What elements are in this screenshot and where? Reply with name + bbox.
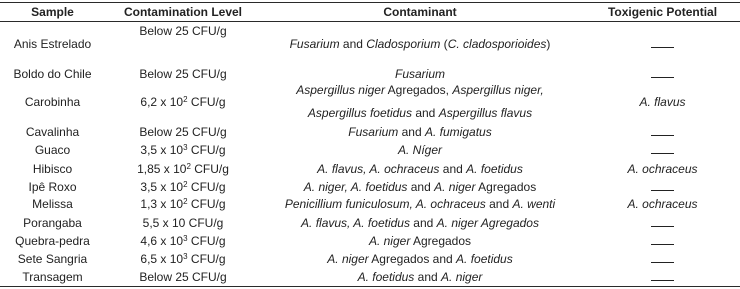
sample-name: Carobinha bbox=[24, 95, 81, 109]
sample-name: Hibisco bbox=[32, 162, 73, 176]
header-rule bbox=[0, 21, 740, 22]
toxigenic-potential bbox=[585, 216, 740, 230]
contaminant: Fusarium and Cladosporium (C. cladosporioides) bbox=[289, 37, 551, 51]
contaminant: A. foetidus and A. niger bbox=[357, 270, 483, 284]
none-marker bbox=[651, 181, 674, 191]
header-sample: Sample bbox=[31, 5, 74, 19]
contamination-level: 1,3 x $10^2$ CFU/g bbox=[140, 197, 226, 211]
header-contaminant: Contaminant bbox=[383, 5, 457, 19]
contamination-level: Below 25 CFU/g bbox=[139, 125, 227, 139]
contaminant: A. flavus, A. foetidus and A. niger Agregados bbox=[301, 216, 539, 230]
bottom-rule bbox=[0, 286, 740, 287]
header-toxigenic-potential: Toxigenic Potential bbox=[607, 5, 718, 19]
contamination-level: 6,5 x $10^3$ CFU/g bbox=[140, 252, 226, 266]
toxigenic-potential bbox=[585, 180, 740, 194]
toxigenic-potential bbox=[585, 37, 740, 51]
contaminant: A. niger, A. foetidus and A. niger Agregados bbox=[303, 180, 537, 194]
contamination-level: 6,2 x $10^2$ CFU/g bbox=[140, 95, 226, 109]
header-contamination-level: Contamination Level bbox=[123, 5, 242, 19]
sample-name: Quebra-pedra bbox=[15, 234, 90, 248]
sample-name: Anis Estrelado bbox=[13, 37, 92, 51]
contaminant: Fusarium and A. fumigatus bbox=[348, 125, 492, 139]
contamination-level: Below 25 CFU/g bbox=[139, 24, 227, 38]
contaminant: Aspergillus niger Agregados, Aspergillus niger, bbox=[296, 83, 544, 97]
sample-name: Guaco bbox=[34, 143, 71, 157]
none-marker bbox=[651, 235, 674, 245]
none-marker bbox=[651, 217, 674, 227]
toxigenic-potential bbox=[585, 125, 740, 139]
contamination-level: 3,5 x $10^2$ CFU/g bbox=[140, 180, 226, 194]
contaminant: Penicillium funiculosum, A. ochraceus and A. wenti bbox=[284, 197, 556, 211]
toxigenic-potential bbox=[585, 67, 740, 81]
none-marker bbox=[651, 68, 674, 78]
none-marker bbox=[651, 253, 674, 263]
contamination-level: Below 25 CFU/g bbox=[139, 270, 227, 284]
contamination-level: Below 25 CFU/g bbox=[139, 67, 227, 81]
toxigenic-potential bbox=[585, 143, 740, 157]
contaminant: A. niger Agregados bbox=[368, 234, 472, 248]
none-marker bbox=[651, 38, 674, 48]
sample-name: Boldo do Chile bbox=[13, 67, 92, 81]
top-rule bbox=[0, 2, 740, 3]
contaminant: A. niger Agregados and A. foetidus bbox=[327, 252, 513, 266]
contaminant-continued: Aspergillus foetidus and Aspergillus flavus bbox=[307, 106, 533, 120]
contamination-level: 5,5 x 10 CFU/g bbox=[142, 216, 224, 230]
none-marker bbox=[651, 271, 674, 281]
contamination-level: 3,5 x $10^3$ CFU/g bbox=[140, 143, 226, 157]
contamination-level: 4,6 x $10^3$ CFU/g bbox=[140, 234, 226, 248]
toxigenic-potential: A. flavus bbox=[639, 95, 686, 109]
toxigenic-potential bbox=[585, 270, 740, 284]
toxigenic-potential bbox=[585, 252, 740, 266]
sample-name: Sete Sangria bbox=[17, 252, 88, 266]
toxigenic-potential: A. ochraceus bbox=[627, 162, 698, 176]
sample-name: Ipê Roxo bbox=[28, 180, 77, 194]
none-marker bbox=[651, 144, 674, 154]
sample-name: Melissa bbox=[32, 197, 73, 211]
contaminant: A. flavus, A. ochraceus and A. foetidus bbox=[317, 162, 523, 176]
contaminant: Fusarium bbox=[394, 67, 445, 81]
contaminant: A. Níger bbox=[397, 143, 442, 157]
toxigenic-potential: A. ochraceus bbox=[627, 197, 698, 211]
sample-name: Porangaba bbox=[23, 216, 82, 230]
sample-name: Transagem bbox=[22, 270, 83, 284]
contamination-level: 1,85 x $10^2$ CFU/g bbox=[137, 162, 229, 176]
none-marker bbox=[651, 126, 674, 136]
toxigenic-potential bbox=[585, 234, 740, 248]
sample-name: Cavalinha bbox=[25, 125, 80, 139]
